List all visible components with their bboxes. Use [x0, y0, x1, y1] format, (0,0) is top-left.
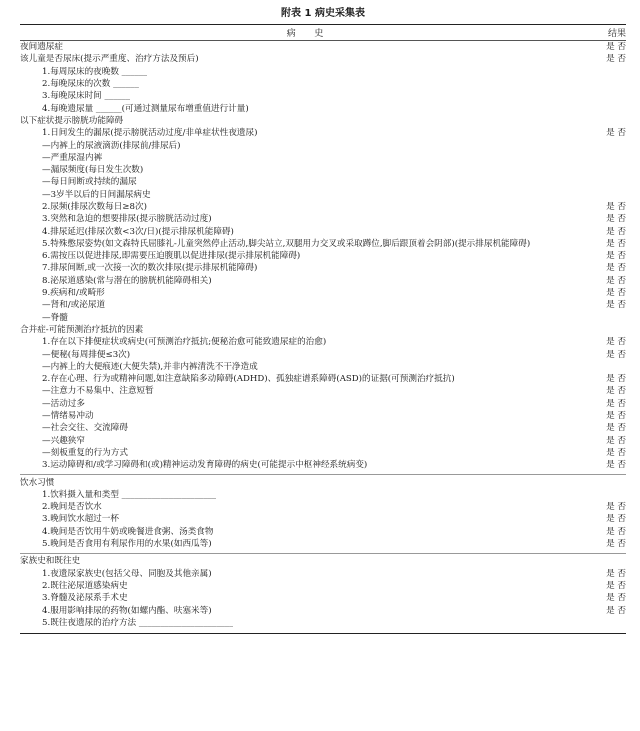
row-text: 合并症-可能预测治疗抵抗的因素: [20, 324, 144, 335]
table-row: [20, 410, 626, 422]
table-row: [20, 164, 626, 176]
row-result: 是 否: [606, 568, 626, 579]
row-result: 是 否: [606, 398, 626, 409]
table-row: [20, 127, 626, 139]
table-row: [20, 225, 626, 237]
row-result: 是 否: [606, 226, 626, 237]
table-row: [20, 501, 626, 513]
row-result: 是 否: [606, 128, 626, 139]
table-title: 附表 1 病史采集表: [281, 8, 365, 19]
section-heading-row: [20, 476, 626, 488]
row-text: 1.饮料摄入量和类型 ______________________: [42, 489, 217, 500]
row-text: 饮水习惯: [20, 477, 55, 488]
row-result: 是 否: [606, 374, 626, 385]
table-row: [20, 385, 626, 397]
table-row: [20, 398, 626, 410]
section-heading-row: [20, 41, 626, 53]
table-row: [20, 592, 626, 604]
row-text: 3.突然和急迫的想要排尿(提示膀胱活动过度): [42, 214, 212, 225]
row-text: —严重尿湿内裤: [42, 152, 103, 163]
table-row: [20, 617, 626, 629]
row-text: 8.泌尿道感染(常与潜在的膀胱机能障碍相关): [42, 275, 212, 286]
table-row: [20, 604, 626, 616]
row-result: 是 否: [606, 423, 626, 434]
table-row: [20, 139, 626, 151]
row-result: 是 否: [606, 251, 626, 262]
row-text: 4.晚间是否饮用牛奶或晚餐进食粥、汤类食物: [42, 526, 214, 537]
row-text: 4.每晚遗尿量 ______(可通过测量尿布增重值进行计量): [42, 103, 249, 114]
table-row: [20, 361, 626, 373]
row-text: —漏尿频度(每日发生次数): [42, 165, 144, 176]
section-heading-row: [20, 115, 626, 127]
table-row: [20, 435, 626, 447]
row-text: 6.需按压以促进排尿,即需要压迫腹肌以促进排尿(提示排尿机能障碍): [42, 251, 301, 262]
row-result: 是 否: [606, 580, 626, 591]
row-result: 是 否: [606, 300, 626, 311]
table-row: [20, 66, 626, 78]
row-text: 2.每晚尿床的次数 ______: [42, 79, 139, 90]
table-header: [20, 25, 626, 41]
table-row: [20, 526, 626, 538]
row-result: 是 否: [606, 275, 626, 286]
table-row: [20, 90, 626, 102]
row-text: —社会交往、交流障碍: [42, 423, 128, 434]
row-text: 3.脊髓及泌尿系手术史: [42, 593, 128, 604]
table-body: [20, 41, 626, 629]
row-text: 该儿童是否尿床(提示严重度、治疗方法及预后): [20, 54, 199, 65]
header-result: 结果: [607, 29, 626, 39]
row-text: 9.疾病和/或畸形: [42, 288, 105, 299]
table-row: [20, 422, 626, 434]
table-row: [20, 373, 626, 385]
row-text: 5.晚间是否食用有利尿作用的水果(如西瓜等): [42, 539, 212, 550]
row-text: 2.晚间是否饮水: [42, 502, 102, 513]
table-row: [20, 538, 626, 550]
row-result: 是 否: [606, 214, 626, 225]
row-result: 是 否: [606, 202, 626, 212]
row-result: 是 否: [606, 337, 626, 348]
table-row: [20, 262, 626, 274]
row-result: 是 否: [606, 288, 626, 299]
section-heading-row: [20, 53, 626, 65]
section-separator: [20, 474, 626, 475]
row-result: 是 否: [606, 263, 626, 274]
table-row: [20, 275, 626, 287]
row-result: 是 否: [606, 411, 626, 422]
row-result: 是 否: [606, 386, 626, 397]
row-text: —注意力不易集中、注意短暂: [42, 386, 154, 397]
row-text: 7.排尿间断,或一次接一次的数次排尿(提示排尿机能障碍): [42, 263, 258, 274]
row-result: 是 否: [606, 605, 626, 616]
row-text: 1.夜遗尿家族史(包括父母、同胞及其他亲属): [42, 568, 212, 579]
table-row: [20, 250, 626, 262]
table-row: [20, 189, 626, 201]
bottom-rule: [20, 633, 626, 634]
row-text: 3.晚间饮水超过一杯: [42, 514, 119, 525]
table-row: [20, 152, 626, 164]
row-result: 是 否: [606, 526, 626, 537]
row-result: 是 否: [606, 238, 626, 249]
table-row: [20, 447, 626, 459]
header-history: 病 史: [286, 29, 332, 39]
table-row: [20, 459, 626, 471]
row-text: 1.存在以下排便症状或病史(可预测治疗抵抗;便秘治愈可能致遗尿症的治愈): [42, 337, 327, 348]
row-result: 是 否: [606, 514, 626, 525]
table-row: [20, 287, 626, 299]
row-text: 3.每晚尿床时间 ______: [42, 91, 131, 102]
table-row: [20, 238, 626, 250]
row-text: —肾和/或泌尿道: [42, 300, 106, 311]
table-row: [20, 580, 626, 592]
row-text: 2.既往泌尿道感染病史: [42, 580, 128, 591]
row-text: —内裤上的大便痕迹(大便失禁),并非内裤清洗不干净造成: [42, 361, 258, 372]
row-text: 4.服用影响排尿的药物(如螺内酯、呋塞米等): [42, 605, 212, 616]
row-text: 2.存在心理、行为或精神问题,如注意缺陷多动障碍(ADHD)、孤独症谱系障碍(ASD)的证据(可预测治疗抵抗): [42, 374, 455, 385]
row-result: 是 否: [606, 54, 626, 65]
table-row: [20, 567, 626, 579]
row-text: 1.每周尿床的夜晚数 ______: [42, 66, 148, 77]
row-text: —内裤上的尿液滴沥(排尿前/排尿后): [42, 140, 181, 151]
row-text: 3.运动障碍和/或学习障碍和(或)精神运动发育障碍的病史(可能提示中枢神经系统病变): [42, 460, 368, 471]
row-result: 是 否: [606, 460, 626, 471]
row-text: 1.日间发生的漏尿(提示膀胱活动过度/非单症状性夜遗尿): [42, 128, 258, 139]
row-text: —3岁半以后的日间漏尿病史: [42, 189, 151, 200]
row-text: 5.既往夜遗尿的治疗方法 ______________________: [42, 617, 234, 628]
row-text: 5.特殊憋尿姿势(如文森特氏屈膝礼-儿童突然停止活动,脚尖站立,双腿用力交叉或采取蹲位,脚后跟顶着会阴部)(提示排尿机能障碍): [42, 238, 531, 249]
row-text: —情绪易冲动: [42, 411, 94, 422]
table-row: [20, 78, 626, 90]
table-row: [20, 201, 626, 213]
table-row: [20, 312, 626, 324]
table-row: [20, 213, 626, 225]
table-row: [20, 299, 626, 311]
row-text: 夜间遗尿症: [20, 42, 63, 53]
row-result: 是 否: [606, 435, 626, 446]
table-row: [20, 489, 626, 501]
table-row: [20, 348, 626, 360]
table-row: [20, 176, 626, 188]
row-text: —兴趣狭窄: [42, 435, 85, 446]
row-text: 以下症状提示膀胱功能障碍: [20, 115, 124, 126]
row-text: —便秘(每周排便≤3次): [42, 349, 131, 360]
row-text: 家族史和既往史: [20, 556, 81, 567]
row-text: —脊髓: [42, 312, 68, 323]
row-result: 是 否: [606, 593, 626, 604]
table-row: [20, 102, 626, 114]
row-text: —刻板重复的行为方式: [42, 447, 128, 458]
row-result: 是 否: [606, 447, 626, 458]
row-result: 是 否: [606, 539, 626, 550]
section-separator: [20, 553, 626, 554]
row-text: —活动过多: [42, 398, 85, 409]
table-row: [20, 336, 626, 348]
section-heading-row: [20, 555, 626, 567]
row-result: 是 否: [606, 42, 626, 53]
table-row: [20, 513, 626, 525]
row-text: 4.排尿延迟(排尿次数<3次/日)(提示排尿机能障碍): [42, 226, 234, 237]
row-result: 是 否: [606, 502, 626, 513]
section-heading-row: [20, 324, 626, 336]
row-text: —每日间断或持续的漏尿: [42, 177, 137, 188]
row-result: 是 否: [606, 349, 626, 360]
row-text: 2.尿频(排尿次数每日≥8次): [42, 202, 147, 212]
